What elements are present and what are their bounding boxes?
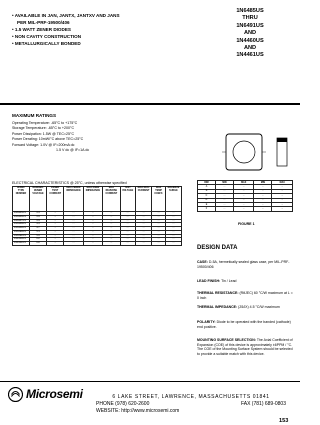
table-header-row — [13, 187, 182, 212]
table-cell: ... — [165, 238, 181, 242]
table-cell: ... — [165, 215, 181, 219]
table-cell: ... — [120, 223, 135, 227]
rating-line: 1.5 V dc @ IF=1A dc — [56, 147, 90, 152]
company-logo-text: Microsemi — [26, 387, 83, 401]
table-cell: ... — [64, 212, 84, 216]
table-cell: ... — [83, 227, 102, 231]
bottom-divider — [0, 381, 300, 382]
part-number: 1N6485US — [236, 8, 264, 14]
part-number: 1N6491US — [236, 22, 264, 29]
table-cell: ... — [83, 212, 102, 216]
page-number: 153 — [279, 418, 289, 424]
thermal-resistance-label: THERMAL RESISTANCE: — [197, 291, 239, 295]
part-number-cell: 1N6488US — [13, 223, 30, 227]
table-cell: ... — [165, 242, 181, 246]
table-cell: ... — [152, 223, 166, 227]
table-cell: ... — [152, 219, 166, 223]
thermal-impedance-spec — [197, 305, 295, 310]
table-cell: ... — [272, 194, 293, 198]
mounting-surface-spec — [197, 338, 295, 357]
feature-item: PER MIL-PRF-19500/406 — [17, 20, 70, 26]
table-cell: ... — [254, 194, 272, 198]
table-cell: ... — [165, 223, 181, 227]
polarity-label: POLARITY: — [197, 320, 216, 324]
table-cell: ... — [254, 202, 272, 206]
table-cell: ... — [254, 185, 272, 189]
table-cell: ... — [64, 219, 84, 223]
table-cell: 5.1 — [29, 230, 46, 234]
column-header: MAX KNEE IMPEDANCE — [83, 187, 102, 212]
table-row — [13, 242, 182, 246]
column-header: MAX — [272, 181, 293, 185]
dimension-table-body — [198, 185, 293, 211]
rating-line: Forward Voltage: 1.0V @ IF=200mA dc — [12, 142, 75, 147]
table-cell: ... — [233, 207, 254, 211]
column-header: MAXIMUM SURGE — [165, 187, 181, 212]
table-cell: ... — [152, 234, 166, 238]
part-number-cell: 1N6490US — [13, 230, 30, 234]
table-cell: ... — [135, 230, 152, 234]
cathode-band — [277, 138, 287, 142]
side-view-body — [277, 138, 287, 166]
table-cell: ... — [83, 219, 102, 223]
table-cell: ... — [47, 219, 64, 223]
table-cell: ... — [64, 230, 84, 234]
thermal-resistance-text: (RθJEC) 60 °C/W maximum at L = 0 inch — [197, 291, 293, 300]
lead-finish-spec — [197, 279, 295, 284]
table-cell: ... — [83, 230, 102, 234]
part-number-connector: AND — [243, 44, 257, 51]
column-header: DIM — [198, 181, 216, 185]
electrical-characteristics-title: ELECTRICAL CHARACTERISTICS @ 25°C, unless otherwise specified — [12, 181, 127, 185]
part-number: 1N4460US — [236, 37, 264, 44]
package-side-view — [274, 135, 290, 169]
column-header: MIN — [254, 181, 272, 185]
table-cell: 6.8 — [29, 242, 46, 246]
part-number-cell: 1N6486US — [13, 215, 30, 219]
thermal-impedance-text: (ZθJX) 4.5 °C/W maximum — [238, 305, 280, 309]
company-address-block — [96, 394, 286, 414]
table-cell: ... — [83, 234, 102, 238]
rating-line: Power Derating: 10mW/°C above TEC=25°C — [12, 137, 84, 142]
part-number-cell: 1N6485US — [13, 212, 30, 216]
table-cell: ... — [120, 238, 135, 242]
package-body-outline — [226, 134, 262, 170]
dimension-letter-cell: B — [198, 189, 216, 193]
table-cell: ... — [120, 219, 135, 223]
table-cell: ... — [120, 215, 135, 219]
table-cell: ... — [233, 185, 254, 189]
table-cell: ... — [215, 198, 233, 202]
table-cell: ... — [215, 194, 233, 198]
table-cell: ... — [83, 215, 102, 219]
table-cell: ... — [135, 234, 152, 238]
table-cell: ... — [152, 215, 166, 219]
column-header: MAX REG. CURRENT — [135, 187, 152, 212]
figure-caption: FIGURE 1 — [238, 222, 255, 226]
table-cell: ... — [254, 207, 272, 211]
part-number-cell: 1N6489US — [13, 227, 30, 231]
package-outline-drawing — [220, 128, 268, 176]
table-cell: ... — [165, 219, 181, 223]
features-list — [12, 12, 182, 48]
electrical-table-body — [13, 212, 182, 246]
table-cell: ... — [120, 242, 135, 246]
feature-item: • 1.5 WATT ZENER DIODES — [12, 27, 71, 33]
table-cell: ... — [152, 238, 166, 242]
part-number-cell: 1N4461US — [13, 242, 30, 246]
table-cell: ... — [165, 230, 181, 234]
logo-arc — [12, 394, 20, 397]
table-cell: ... — [215, 189, 233, 193]
polarity-text: Diode to be operated with the banded (cathode) end positive. — [197, 320, 291, 329]
table-cell: ... — [272, 185, 293, 189]
table-cell: ... — [254, 198, 272, 202]
design-data-title: DESIGN DATA — [197, 245, 238, 251]
table-cell: ... — [64, 227, 84, 231]
phone-number: PHONE (978) 620-2600 — [96, 400, 150, 407]
dimension-table — [197, 180, 293, 212]
feature-item: • NON CAVITY CONSTRUCTION — [12, 34, 82, 40]
dimension-letter-cell: E — [198, 202, 216, 206]
lead-finish-text: Tin / Lead — [221, 279, 237, 283]
table-cell: ... — [165, 227, 181, 231]
part-number-cell: 1N6487US — [13, 219, 30, 223]
max-ratings-list — [12, 121, 190, 153]
table-cell: ... — [272, 202, 293, 206]
column-header: MAX REVERSE CURRENT — [103, 187, 120, 212]
table-cell: ... — [120, 230, 135, 234]
table-cell: ... — [135, 242, 152, 246]
table-cell: 3.3 — [29, 212, 46, 216]
table-cell: ... — [103, 219, 120, 223]
column-header: MAX TEMP COEFF. — [152, 187, 166, 212]
table-cell: ... — [135, 212, 152, 216]
table-cell: 4.3 — [29, 223, 46, 227]
rating-line: Storage Temperature: -65°C to +200°C — [12, 126, 75, 131]
case-label: CASE: — [197, 260, 208, 264]
part-number-block — [202, 8, 298, 60]
mounting-surface-label: MOUNTING SURFACE SELECTION: — [197, 338, 256, 342]
table-cell: ... — [47, 230, 64, 234]
table-cell: ... — [103, 212, 120, 216]
table-cell: ... — [215, 207, 233, 211]
website-line: WEBSITE: http://www.microsemi.com — [96, 407, 180, 414]
table-cell: ... — [233, 198, 254, 202]
polarity-spec — [197, 320, 295, 329]
contact-row — [96, 401, 286, 408]
table-cell: ... — [272, 189, 293, 193]
table-cell: ... — [47, 234, 64, 238]
thermal-impedance-label: THERMAL IMPEDANCE: — [197, 305, 238, 309]
table-cell: ... — [103, 230, 120, 234]
table-cell: ... — [103, 227, 120, 231]
table-cell: ... — [233, 202, 254, 206]
table-cell: ... — [47, 223, 64, 227]
dimension-letter-cell: F — [198, 207, 216, 211]
table-cell: ... — [83, 242, 102, 246]
table-cell: ... — [135, 219, 152, 223]
table-cell: ... — [135, 227, 152, 231]
dimension-letter-cell: A — [198, 185, 216, 189]
column-header: JEDEC TYPE NUMBER — [13, 187, 30, 212]
table-cell: ... — [83, 223, 102, 227]
dimension-letter-cell: D — [198, 198, 216, 202]
table-cell: ... — [152, 230, 166, 234]
table-cell: ... — [64, 215, 84, 219]
table-cell: ... — [233, 189, 254, 193]
table-cell: ... — [120, 234, 135, 238]
column-header: NOMINAL ZENER VOLTAGE — [29, 187, 46, 212]
table-cell: ... — [103, 215, 120, 219]
feature-item: • METALLURGICALLY BONDED — [12, 41, 81, 47]
table-cell: ... — [64, 234, 84, 238]
table-cell: 3.9 — [29, 219, 46, 223]
table-cell: ... — [64, 238, 84, 242]
column-header: MAX — [233, 181, 254, 185]
table-row — [198, 207, 293, 211]
table-cell: 3.6 — [29, 215, 46, 219]
table-cell: ... — [135, 215, 152, 219]
table-cell: ... — [120, 212, 135, 216]
microsemi-logo-icon — [8, 387, 23, 402]
case-text: D-5A, hermetically sealed glass case, per MIL-PRF-19500/406 — [197, 260, 290, 269]
table-cell: ... — [152, 227, 166, 231]
address-line: 6 LAKE STREET, LAWRENCE, MASSACHUSETTS 01841 — [112, 394, 270, 400]
table-cell: ... — [165, 234, 181, 238]
table-cell: ... — [215, 185, 233, 189]
table-cell: ... — [233, 194, 254, 198]
column-header: ZENER TEST CURRENT — [47, 187, 64, 212]
table-cell: ... — [83, 238, 102, 242]
part-number: 1N4461US — [236, 52, 264, 59]
rating-line: Operating Temperature: -65°C to +175°C — [12, 121, 78, 125]
table-cell: ... — [152, 212, 166, 216]
table-cell: ... — [254, 189, 272, 193]
top-divider — [0, 103, 300, 105]
package-end-cap — [233, 141, 255, 163]
column-header: MAX ZENER IMPEDANCE — [64, 187, 84, 212]
table-cell: ... — [103, 223, 120, 227]
table-cell: ... — [47, 212, 64, 216]
column-header: TEST VOLTAGE — [120, 187, 135, 212]
table-cell: ... — [64, 242, 84, 246]
column-header: MIN — [215, 181, 233, 185]
table-cell: ... — [64, 223, 84, 227]
feature-item: • AVAILABLE IN JAN, JANTX, JANTXV AND JANS — [12, 13, 120, 18]
logo-ring — [9, 388, 23, 402]
table-cell: ... — [103, 234, 120, 238]
table-cell: ... — [215, 202, 233, 206]
part-number-connector: THRU — [242, 15, 258, 22]
table-cell: ... — [165, 212, 181, 216]
table-cell: ... — [152, 242, 166, 246]
part-number-cell: 1N4460US — [13, 238, 30, 242]
rating-line: Power Dissipation: 1.5W @ TEC=25°C — [12, 131, 75, 136]
table-cell: ... — [135, 223, 152, 227]
table-cell: ... — [272, 207, 293, 211]
table-cell: ... — [47, 242, 64, 246]
table-cell: 5.6 — [29, 234, 46, 238]
electrical-characteristics-table — [12, 186, 182, 246]
part-number-cell: 1N6491US — [13, 234, 30, 238]
dimension-letter-cell: C — [198, 194, 216, 198]
table-cell: ... — [47, 215, 64, 219]
max-ratings-title: MAXIMUM RATINGS — [12, 113, 57, 118]
table-cell: ... — [47, 238, 64, 242]
lead-finish-label: LEAD FINISH: — [197, 279, 221, 283]
table-cell: ... — [272, 198, 293, 202]
mounting-surface-text: The Axial Coefficient of Expansion (COE) of this device is approximately ±6PPM / °C. The COE of the Mounting Surface System should be selected to provide a suitable match with this device. — [197, 338, 293, 357]
thermal-resistance-spec — [197, 291, 295, 300]
table-cell: ... — [103, 238, 120, 242]
fax-number: FAX (781) 689-0803 — [240, 400, 286, 407]
table-cell: ... — [103, 242, 120, 246]
case-spec — [197, 260, 295, 269]
part-number-connector: AND — [243, 30, 257, 37]
table-cell: ... — [120, 227, 135, 231]
table-cell: 6.2 — [29, 238, 46, 242]
table-cell: ... — [135, 238, 152, 242]
table-cell: ... — [47, 227, 64, 231]
table-cell: 4.7 — [29, 227, 46, 231]
